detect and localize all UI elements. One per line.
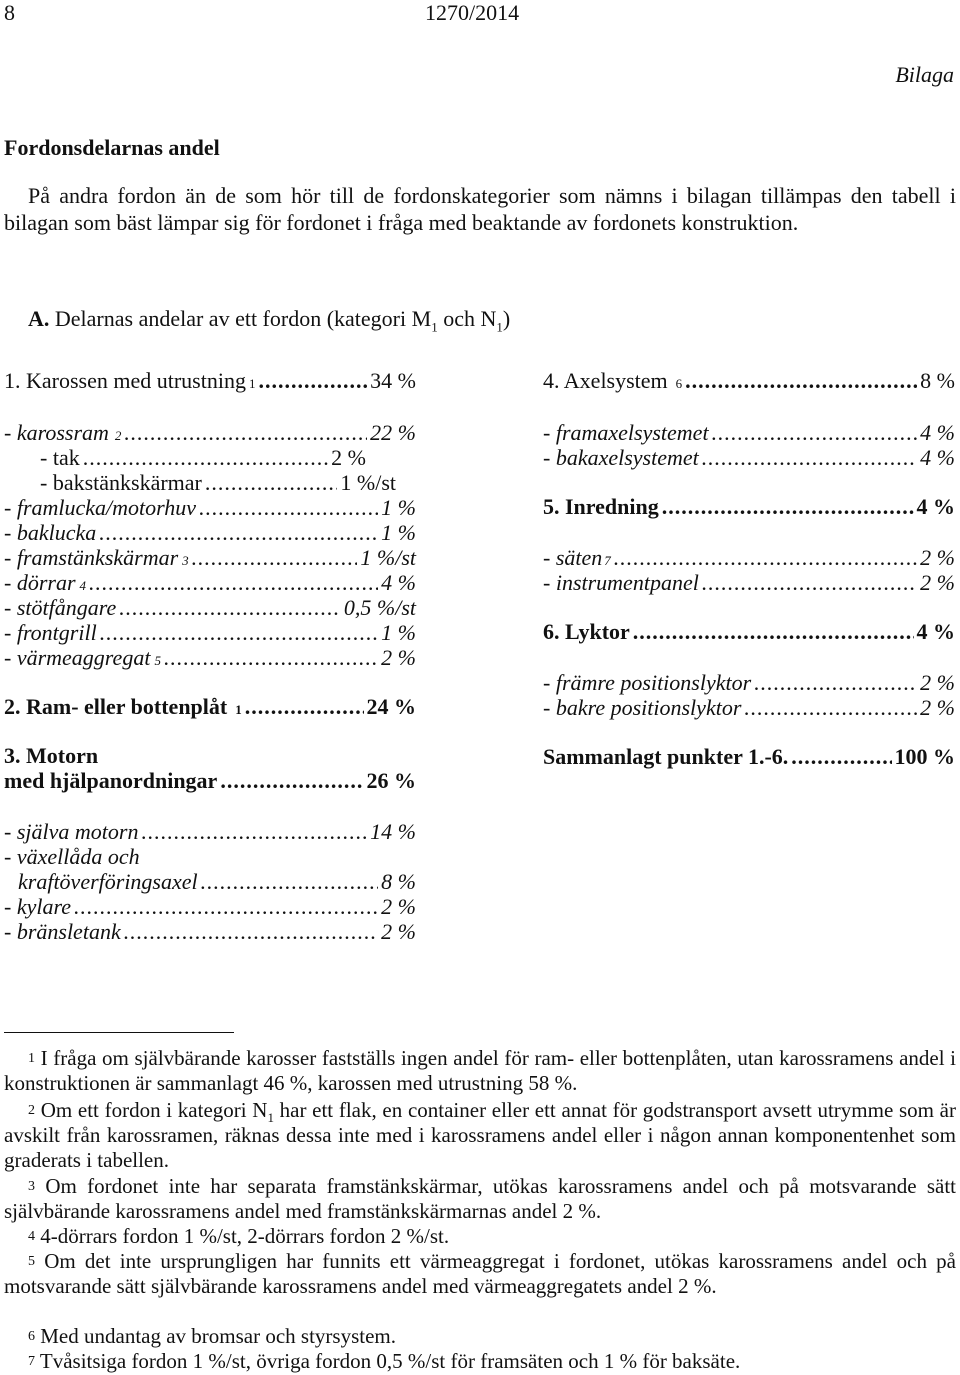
section-3-heading: 3. Motorn [4,743,99,768]
list-item: - säten 7 ..... 2 % [543,545,955,570]
page-title: Fordonsdelarnas andel [4,135,220,160]
total-row: Sammanlagt punkter 1.-6. ..... 100 % [543,744,955,769]
section-5-heading: 5. Inredning ..... 4 % [543,494,955,519]
list-item: - tak ..... 2 % [40,445,366,470]
section-1-heading: 1. Karossen med utrustning 1 ..... 34 % [4,368,416,393]
list-item: - framlucka/motorhuv ..... 1 % [4,495,416,520]
section-2-heading: 2. Ram- eller bottenplåt 1 ..... 24 % [4,694,416,719]
footnote-7: $^7$ Tvåsitsiga fordon 1 %/st, övriga fordon 0,5 %/st för framsäten och 1 % för baksäte. [28,1349,741,1373]
footnote-2: $^2$ Om ett fordon i kategori $N_1$ har ett flak, en container eller ett annat för godstransport avsett utrymme som är avskilt från karossramen, räknas dessa inte med i karossramens andel eller i någon annan komponentenhet som graderats i tabellen. [4,1098,956,1172]
list-item: - baklucka ..... 1 % [4,520,416,545]
list-item: - stötfångare ..... 0,5 %/st [4,595,416,620]
list-item: - dörrar 4 ..... 4 % [4,570,416,595]
list-item: - framstänkskärmar 3 ..... 1 %/st [4,545,416,570]
section-a-heading: A. Delarnas andelar av ett fordon (kategori $M_1$ och $N_1$) [28,306,511,335]
list-item: - främre positionslyktor ..... 2 % [543,670,955,695]
list-item: - kylare ..... 2 % [4,894,416,919]
document-id: 1270/2014 [425,0,520,25]
annex-label: Bilaga [895,62,954,87]
list-item: - bakstänkskärmar ..... 1 %/st [40,470,396,495]
list-item: - frontgrill ..... 1 % [4,620,416,645]
footnote-6: $^6$ Med undantag av bromsar och styrsystem. [28,1324,397,1348]
list-item: - bakre positionslyktor ..... 2 % [543,695,955,720]
list-item: - bränsletank ..... 2 % [4,919,416,944]
list-item: - växellåda och [4,844,140,869]
footnote-3: $^3$ Om fordonet inte har separata framstänkskärmar, utökas karossramens andel och på motsvarande sätt självbärande karossramens andel med framstänkskärmarnas andel 2 %. [4,1174,956,1223]
list-item: - instrumentpanel ..... 2 % [543,570,955,595]
list-item: - själva motorn ..... 14 % [4,819,416,844]
list-item-cont: kraftöverföringsaxel ..... 8 % [18,869,416,894]
section-3-heading-cont: med hjälpanordningar ..... 26 % [4,768,416,793]
list-item: - värmeaggregat 5 ..... 2 % [4,645,416,670]
footnote-1: $^1$ I fråga om självbärande karosser fastställs ingen andel för ram- eller bottenplåten, utan karossramens andel i konstruktionen är sammanlagt 46 %, karossen med utrustning 58 %. [4,1046,957,1095]
list-item: - framaxelsystemet ..... 4 % [543,420,955,445]
intro-paragraph: På andra fordon än de som hör till de fordonskategorier som nämns i bilagan tillämpas den tabell i bilagan som bäst lämpar sig för fordonet i fråga med beaktande av fordonets konstruktion. [4,183,956,235]
footnote-5: $^5$ Om det inte ursprungligen har funnits ett värmeaggregat i fordonet, utökas karossramens andel och på motsvarande sätt självbärande karossramens andel med värmeaggregatets andel 2 %. [4,1249,957,1298]
section-6-heading: 6. Lyktor ..... 4 % [543,619,955,644]
list-item: - bakaxelsystemet ..... 4 % [543,445,955,470]
section-4-heading: 4. Axelsystem 6 ..... 8 % [543,368,955,393]
page-number: 8 [4,0,15,25]
footnote-4: $^4$ 4-dörrars fordon 1 %/st, 2-dörrars fordon 2 %/st. [28,1224,450,1248]
footnote-rule [4,1032,234,1033]
list-item: - karossram 2 ..... 22 % [4,420,416,445]
